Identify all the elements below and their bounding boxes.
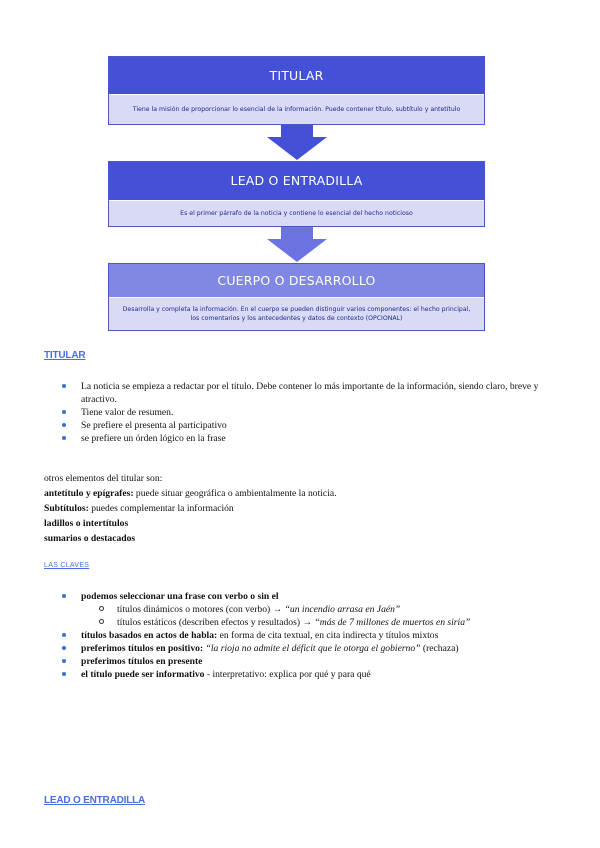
box-description: Es el primer párrafo de la noticia y contiene lo esencial del hecho noticioso: [109, 200, 484, 226]
bullet-icon: [62, 423, 66, 427]
box-description: Tiene la misión de proporcionar lo esencial de la información. Puede contener título, subtítulo y antetítulo: [109, 94, 484, 124]
other-element-line: Subtítulos: puedes complementar la información: [44, 503, 234, 514]
list-item: preferimos títulos en presente: [62, 655, 572, 668]
diagram-box-cuerpo: [108, 263, 485, 331]
box-title: TITULAR: [109, 57, 484, 94]
bullet-icon: [62, 646, 66, 650]
claves-list: [62, 590, 572, 681]
other-element-line: ladillos o intertítulos: [44, 518, 129, 529]
list-item: preferimos títulos en positivo: “la rioja no admite el déficit que le otorga el gobierno” (rechaza): [62, 642, 572, 655]
circle-bullet-icon: [99, 606, 104, 611]
titular-bullets: [62, 380, 562, 445]
sub-list: [81, 603, 572, 629]
list-item: Tiene valor de resumen.: [62, 406, 562, 419]
circle-bullet-icon: [99, 619, 104, 624]
other-element-line: antetítulo y epígrafes: puede situar geográfica o ambientalmente la noticia.: [44, 488, 337, 499]
box-title: CUERPO O DESARROLLO: [109, 264, 484, 297]
bullet-icon: [62, 436, 66, 440]
heading-lead[interactable]: LEAD O ENTRADILLA: [44, 795, 146, 806]
list-item: Se prefiere el presenta al participativo: [62, 419, 562, 432]
diagram-box-lead: [108, 161, 485, 227]
sub-list-item: títulos estáticos (describen efectos y resultados) → “más de 7 millones de muertos en siria”: [99, 616, 572, 629]
bullet-icon: [62, 672, 66, 676]
list-item: el título puede ser informativo - interpretativo: explica por qué y para qué: [62, 668, 572, 681]
list-item: La noticia se empieza a redactar por el título. Debe contener lo más importante de la información, siendo claro, breve y atractivo.: [62, 380, 562, 406]
diagram-box-titular: [108, 56, 485, 125]
sub-list-item: títulos dinámicos o motores (con verbo) → “un incendio arrasa en Jaén”: [99, 603, 572, 616]
bullet-icon: [62, 659, 66, 663]
other-element-line: sumarios o destacados: [44, 533, 136, 544]
down-arrow-icon: [265, 227, 329, 263]
other-elements-intro: otros elementos del titular son:: [44, 473, 163, 484]
list-item: títulos basados en actos de habla: en forma de cita textual, en cita indirecta y títulos mixtos: [62, 629, 572, 642]
other-elements: [44, 471, 337, 546]
box-description: Desarrolla y completa la información. En el cuerpo se pueden distinguir varios componentes: el hecho principal, los comentarios y los antecedentes y datos de contexto (OPCIONAL): [109, 297, 484, 330]
bullet-icon: [62, 384, 66, 388]
down-arrow-icon: [265, 125, 329, 161]
bullet-icon: [62, 410, 66, 414]
structure-diagram: [108, 56, 485, 331]
heading-titular[interactable]: TITULAR: [44, 350, 86, 361]
bullet-icon: [62, 633, 66, 637]
list-item: se prefiere un órden lógico en la frase: [62, 432, 562, 445]
bullet-icon: [62, 594, 66, 598]
box-title: LEAD O ENTRADILLA: [109, 162, 484, 200]
list-item: podemos seleccionar una frase con verbo o sin el títulos dinámicos o motores (con verbo) → “un incendio arrasa en Jaén” títulos estáticos (describen efectos y resultados) → “más de 7 millones de muertos en siria”: [62, 590, 572, 629]
heading-las-claves[interactable]: LAS CLAVES: [44, 562, 90, 569]
